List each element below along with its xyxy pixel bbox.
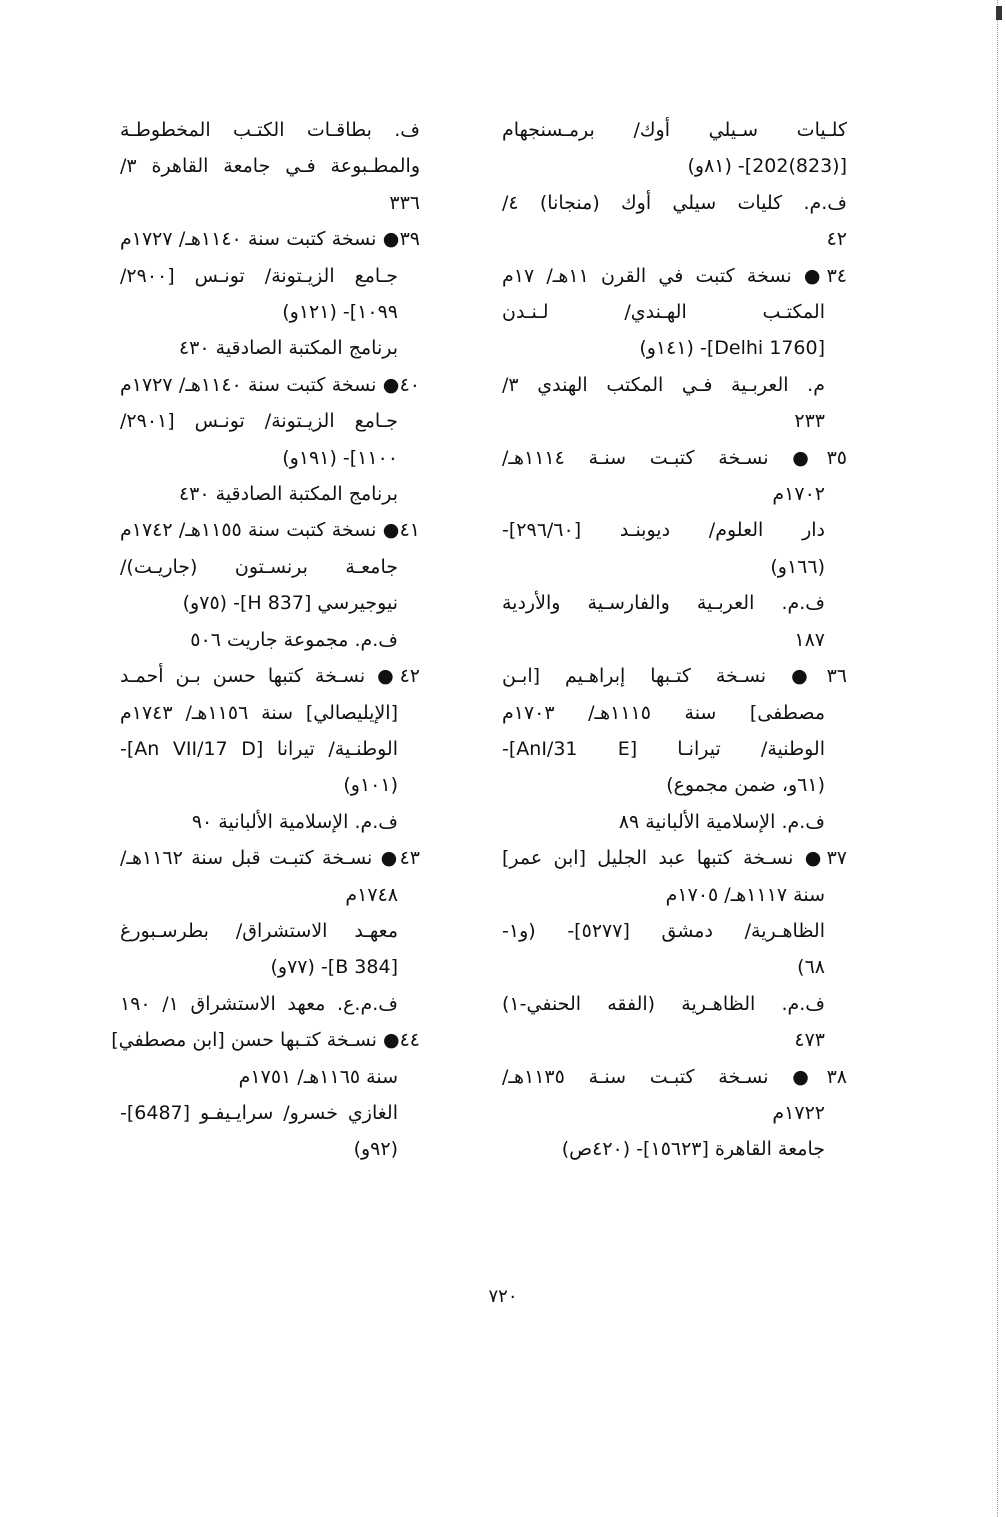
text-line: (٩٢و) <box>353 1138 398 1161</box>
text-line: ٤٤● نسـخة كتـبها حسن [ابن مصطفي] <box>111 1029 420 1052</box>
text-line: ٤١● نسخة كتبت سنة ١١٥٥هـ/ ١٧٤٢م <box>120 519 420 542</box>
text-line: م. العربـية فـي المكتب الهندي ٣/ <box>502 373 825 396</box>
scan-speck <box>996 6 1002 20</box>
text-line: ف.م. الإسلامية الألبانية ٨٩ <box>618 810 825 833</box>
text-line: المكتـب الهـندي/ لـنـدن <box>502 301 825 324</box>
text-line: ٤٣● نسـخة كتبـت قبل سنة ١١٦٢هـ/ <box>120 847 420 870</box>
text-line: الظاهـرية/ دمشق [٥٢٧٧]- (و١- <box>502 919 825 942</box>
text-line: ٦٨) <box>797 956 825 979</box>
text-line: كلـيات سـيلي أوك/ برمـسنجهام <box>502 119 847 141</box>
text-line: الغازي خسرو/ سرايـيفـو [6487]- <box>120 1101 398 1124</box>
text-line: [B 384]- (٧٧و) <box>270 956 398 979</box>
text-line: جـامع الزيـتونة/ تونـس [٢٩٠٠/ <box>120 264 398 287</box>
text-line: ٢٣٣ <box>794 410 825 433</box>
text-line: ١٧٠٢م <box>772 483 825 506</box>
text-line: ف.م. كليات سيلي أوك (منجانا) ٤/ <box>502 191 847 214</box>
text-line: سنة ١١١٧هـ/ ١٧٠٥م <box>665 883 825 906</box>
text-line: ٣٤● نسخة كتبت في القرن ١١هـ/ ١٧م <box>502 264 848 287</box>
text-line: ١٧٤٨م <box>345 883 398 906</box>
page-number: ٧٢٠ <box>488 1286 518 1307</box>
text-line: (١٦٦و) <box>770 555 825 578</box>
text-line: نيوجيرسي [H 837]- (٧٥و) <box>182 592 398 615</box>
text-line: ف.م. العربـية والفارسـية والأردية <box>502 592 825 615</box>
text-line: ف.م.ع. معهد الاستشراق ١/ ١٩٠ <box>120 992 398 1015</box>
text-line: برنامج المكتبة الصادقية ٤٣٠ <box>178 337 398 360</box>
text-line: جامعـة برنسـتون (جاريـت)/ <box>120 555 398 578</box>
text-line: دار العلوم/ ديوبنـد [٢٩٦/٦٠]- <box>502 519 825 542</box>
text-line: ١٧٢٢م <box>772 1101 825 1124</box>
text-line: ٣٣٦ <box>389 191 420 214</box>
text-line: برنامج المكتبة الصادقية ٤٣٠ <box>178 483 398 506</box>
text-line: ١٠٩٩]- (١٢١و) <box>282 301 398 324</box>
text-line: الوطنية/ تيرانـا [AnI/31 E]- <box>502 737 825 760</box>
text-line: جـامع الزيـتونة/ تونـس [٢٩٠١/ <box>120 410 398 433</box>
text-line: جامعة القاهرة [١٥٦٢٣]- (٤٢٠ص) <box>561 1138 825 1161</box>
text-line: ٣٨● نسـخة كتبـت سنـة ١١٣٥هـ/ <box>502 1065 847 1088</box>
text-line: ف. بطاقـات الكتـب المخطوطـة <box>120 119 420 141</box>
left-column <box>111 112 420 1168</box>
text-line: ٣٩● نسخة كتبت سنة ١١٤٠هـ/ ١٧٢٧م <box>120 228 420 251</box>
text-line: (١٠١و) <box>343 774 398 797</box>
text-line: مصطفى] سنة ١١١٥هـ/ ١٧٠٣م <box>502 701 825 724</box>
text-line: ٣٦● نسـخة كتـبها إبراهـيم [ابـن <box>502 665 847 688</box>
text-line: ٣٥● نسـخة كتبـت سنـة ١١١٤هـ/ <box>502 446 847 469</box>
text-line: ٣٧● نسـخة كتبها عبد الجليل [ابن عمر] <box>502 847 847 870</box>
text-line: سنة ١١٦٥هـ/ ١٧٥١م <box>238 1065 398 1088</box>
text-line: [Delhi 1760]- (١٤١و) <box>639 337 825 360</box>
text-line: ٤٠● نسخة كتبت سنة ١١٤٠هـ/ ١٧٢٧م <box>120 373 420 396</box>
right-column <box>502 112 847 1168</box>
text-line: ف.م. الإسلامية الألبانية ٩٠ <box>191 810 398 833</box>
text-line: ٤٧٣ <box>794 1029 825 1052</box>
text-line: ف.م. الظاهـرية (الفقه الحنفي-١) <box>502 992 825 1015</box>
text-line: ١٨٧ <box>794 628 825 651</box>
text-line: والمطـبوعة فـي جامعة القاهرة ٣/ <box>120 155 420 178</box>
text-line: (٦١و، ضمن مجموع) <box>666 774 825 797</box>
text-line: ٤٢ <box>826 228 847 251</box>
text-line: معهـد الاستشراق/ بطرسـبورغ <box>120 919 398 942</box>
text-line: ١١٠٠]- (١٩١و) <box>282 446 398 469</box>
text-line: ٤٢● نسـخة كتبها حسن بـن أحمـد <box>120 665 420 688</box>
text-line: ف.م. مجموعة جاريت ٥٠٦ <box>190 628 398 651</box>
text-line: [الإيليصالي] سنة ١١٥٦هـ/ ١٧٤٣م <box>120 701 398 724</box>
text-line: [(823)202]- (٨١و) <box>687 155 847 178</box>
text-line: الوطنـية/ تيرانا [An VII/17 D]- <box>120 737 398 760</box>
scan-edge <box>995 0 998 1517</box>
